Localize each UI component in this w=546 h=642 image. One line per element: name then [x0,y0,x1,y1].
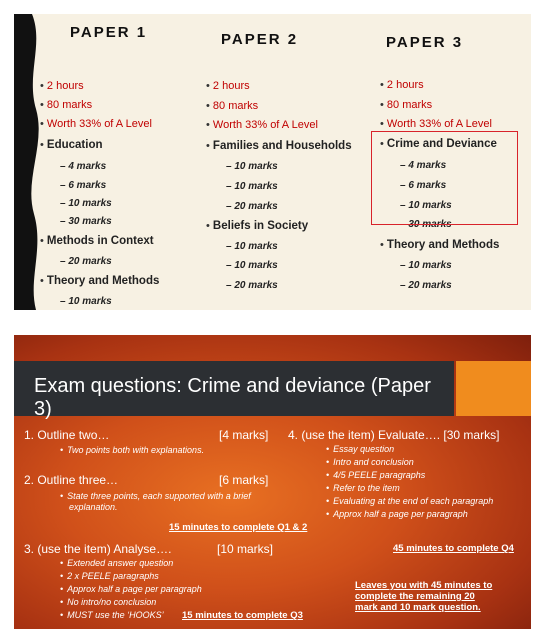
item-text: Education [46,139,103,151]
item-text: 30 marks [408,219,452,230]
bullet-icon: • [326,470,330,480]
bullet-icon: • [380,239,387,251]
bullet-icon: • [380,99,387,111]
dash-icon: – [400,180,409,191]
bullet-icon [60,502,65,512]
item-text: 10 marks [234,161,278,172]
slide-title: Exam questions: Crime and deviance (Paper 3) [34,375,431,420]
item-text: 10 marks [68,198,112,209]
bullet-icon: • [40,118,47,130]
slide-header [14,361,454,420]
note-item [60,558,173,568]
bullet-icon: • [40,99,47,111]
item-text: 80 marks [46,99,93,111]
note-text: No intro/no conclusion [67,597,157,607]
item-text: Beliefs in Society [212,220,309,232]
bullet-icon: • [60,584,64,594]
dash-icon: – [226,161,235,172]
remaining-time-line: complete the remaining 20 [355,591,475,602]
paper3-item [380,118,492,130]
bullet-icon: • [40,275,47,287]
note-item [326,457,414,467]
item-text: 10 marks [408,200,452,211]
dash-icon: – [400,200,409,211]
item-text: Crime and Deviance [386,138,497,150]
item-text: 30 marks [68,216,112,227]
note-text: Two points both with explanations. [67,445,205,455]
bullet-icon: • [40,139,47,151]
paper1-item [60,197,112,209]
bullet-icon: • [380,138,387,150]
q1-label: 1. Outline two… [24,428,110,442]
item-text: Worth 33% of A Level [212,119,318,131]
dash-icon: – [400,160,409,171]
bullet-icon: • [60,445,64,455]
paper2-item [226,160,278,172]
bullet-icon: • [40,80,47,92]
item-text: 4 marks [68,161,107,172]
item-text: 20 marks [408,280,452,291]
bullet-icon: • [206,80,213,92]
note-text: 2 x PEELE paragraphs [67,571,159,581]
note-text: MUST use the ‘HOOKS’ [67,610,164,620]
note-item [60,445,204,455]
dash-icon: – [226,241,235,252]
item-text: 4 marks [408,160,447,171]
paper1-item [60,215,112,227]
note-text: Essay question [333,444,395,454]
note-item [60,491,251,501]
bullet-icon: • [380,79,387,91]
item-text: 10 marks [234,260,278,271]
item-text: 20 marks [234,201,278,212]
note-item [326,496,493,506]
item-text: 6 marks [68,180,107,191]
paper3-item [400,279,452,291]
dash-icon: – [60,161,69,172]
item-text: Methods in Context [46,235,154,247]
bullet-icon: • [60,597,64,607]
q1-marks: [4 marks] [219,428,269,442]
dash-icon: – [60,216,69,227]
bullet-icon: • [206,220,213,232]
paper2-item [226,259,278,271]
item-text: 80 marks [386,99,433,111]
item-text: 10 marks [234,181,278,192]
item-text: Worth 33% of A Level [386,118,492,130]
note-item [326,509,468,519]
item-text: 2 hours [386,79,424,91]
remaining-time-line: Leaves you with 45 minutes to [355,580,493,591]
paper2-item [226,200,278,212]
paper3-item [400,259,452,271]
bullet-icon: • [326,444,330,454]
note-item [60,584,202,594]
note-item [60,502,118,512]
item-text: Theory and Methods [386,239,500,251]
paper1-item [40,99,92,111]
paper1-item [40,118,152,130]
dash-icon: – [60,198,69,209]
note-text: State three points, each supported with a brief [67,491,251,501]
item-text: 20 marks [68,256,112,267]
q2-marks: [6 marks] [219,473,269,487]
item-text: 20 marks [234,280,278,291]
dash-icon: – [226,280,235,291]
paper2-item [206,119,318,131]
paper1-item [40,139,103,151]
note-text: 4/5 PEELE paragraphs [333,470,426,480]
paper2-item [206,100,258,112]
paper2-title: PAPER 2 [221,31,299,48]
item-text: Worth 33% of A Level [46,118,152,130]
paper1-item [60,179,106,191]
note-item [326,483,400,493]
note-item [326,470,425,480]
dash-icon: – [60,296,69,307]
bullet-icon: • [326,483,330,493]
crime-deviance-highlight-box [371,131,518,225]
item-text: 6 marks [408,180,447,191]
time-q1-q2: 15 minutes to complete Q1 & 2 [169,522,308,533]
note-text: Approx half a page per paragraph [333,509,468,519]
paper3-title: PAPER 3 [386,34,464,51]
note-text: Intro and conclusion [333,457,414,467]
item-text: Theory and Methods [46,275,160,287]
paper1-item [40,235,154,247]
dash-icon: – [60,180,69,191]
paper2-item [226,180,278,192]
bullet-icon: • [206,119,213,131]
paper2-item [206,140,352,152]
item-text: Families and Households [212,140,352,152]
item-text: 10 marks [408,260,452,271]
paper1-item [60,160,106,172]
item-text: 2 hours [46,80,84,92]
bullet-icon: • [380,118,387,130]
note-item [60,597,156,607]
paper1-item [60,295,112,307]
dash-icon: – [400,280,409,291]
paper3-item [380,239,499,251]
bullet-icon: • [60,558,64,568]
bullet-icon: • [326,496,330,506]
q3-marks: [10 marks] [217,542,274,556]
bullet-icon: • [326,457,330,467]
remaining-time-line: mark and 10 mark question. [355,602,481,613]
bullet-icon: • [60,610,64,620]
note-text: explanation. [69,502,118,512]
note-item [326,444,394,454]
dash-icon: – [400,260,409,271]
paper3-item [380,79,424,91]
bullet-icon: • [206,100,213,112]
item-text: 80 marks [212,100,259,112]
note-text: Evaluating at the end of each paragraph [333,496,494,506]
bullet-icon: • [206,140,213,152]
paper2-item [226,240,278,252]
paper1-title: PAPER 1 [70,24,148,41]
item-text: 10 marks [68,296,112,307]
paper2-item [206,80,250,92]
paper1-item [60,255,112,267]
dash-icon: – [226,181,235,192]
bullet-icon: • [60,571,64,581]
paper-overview-slide [14,14,531,310]
dash-icon: – [226,260,235,271]
paper3-item [380,99,432,111]
note-text: Approx half a page per paragraph [67,584,202,594]
bullet-icon: • [60,491,64,501]
note-item [60,571,159,581]
note-text: Extended answer question [67,558,174,568]
q3-label: 3. (use the item) Analyse…. [24,542,172,556]
q4-label: 4. (use the item) Evaluate…. [30 marks] [288,428,500,442]
paper2-item [206,220,308,232]
paper1-item [40,80,84,92]
bullet-icon: • [326,509,330,519]
time-q4: 45 minutes to complete Q4 [393,543,514,554]
paper2-item [226,279,278,291]
slide-edge-decoration [14,14,54,310]
q2-label: 2. Outline three… [24,473,119,487]
exam-questions-slide [14,335,531,629]
note-text: Refer to the item [333,483,400,493]
bullet-icon: • [40,235,47,247]
header-accent [456,361,531,416]
time-q3: 15 minutes to complete Q3 [182,610,303,621]
item-text: 10 marks [234,241,278,252]
item-text: 2 hours [212,80,250,92]
note-item [60,610,164,620]
dash-icon: – [60,256,69,267]
paper1-item [40,275,159,287]
dash-icon: – [400,219,409,230]
dash-icon: – [226,201,235,212]
